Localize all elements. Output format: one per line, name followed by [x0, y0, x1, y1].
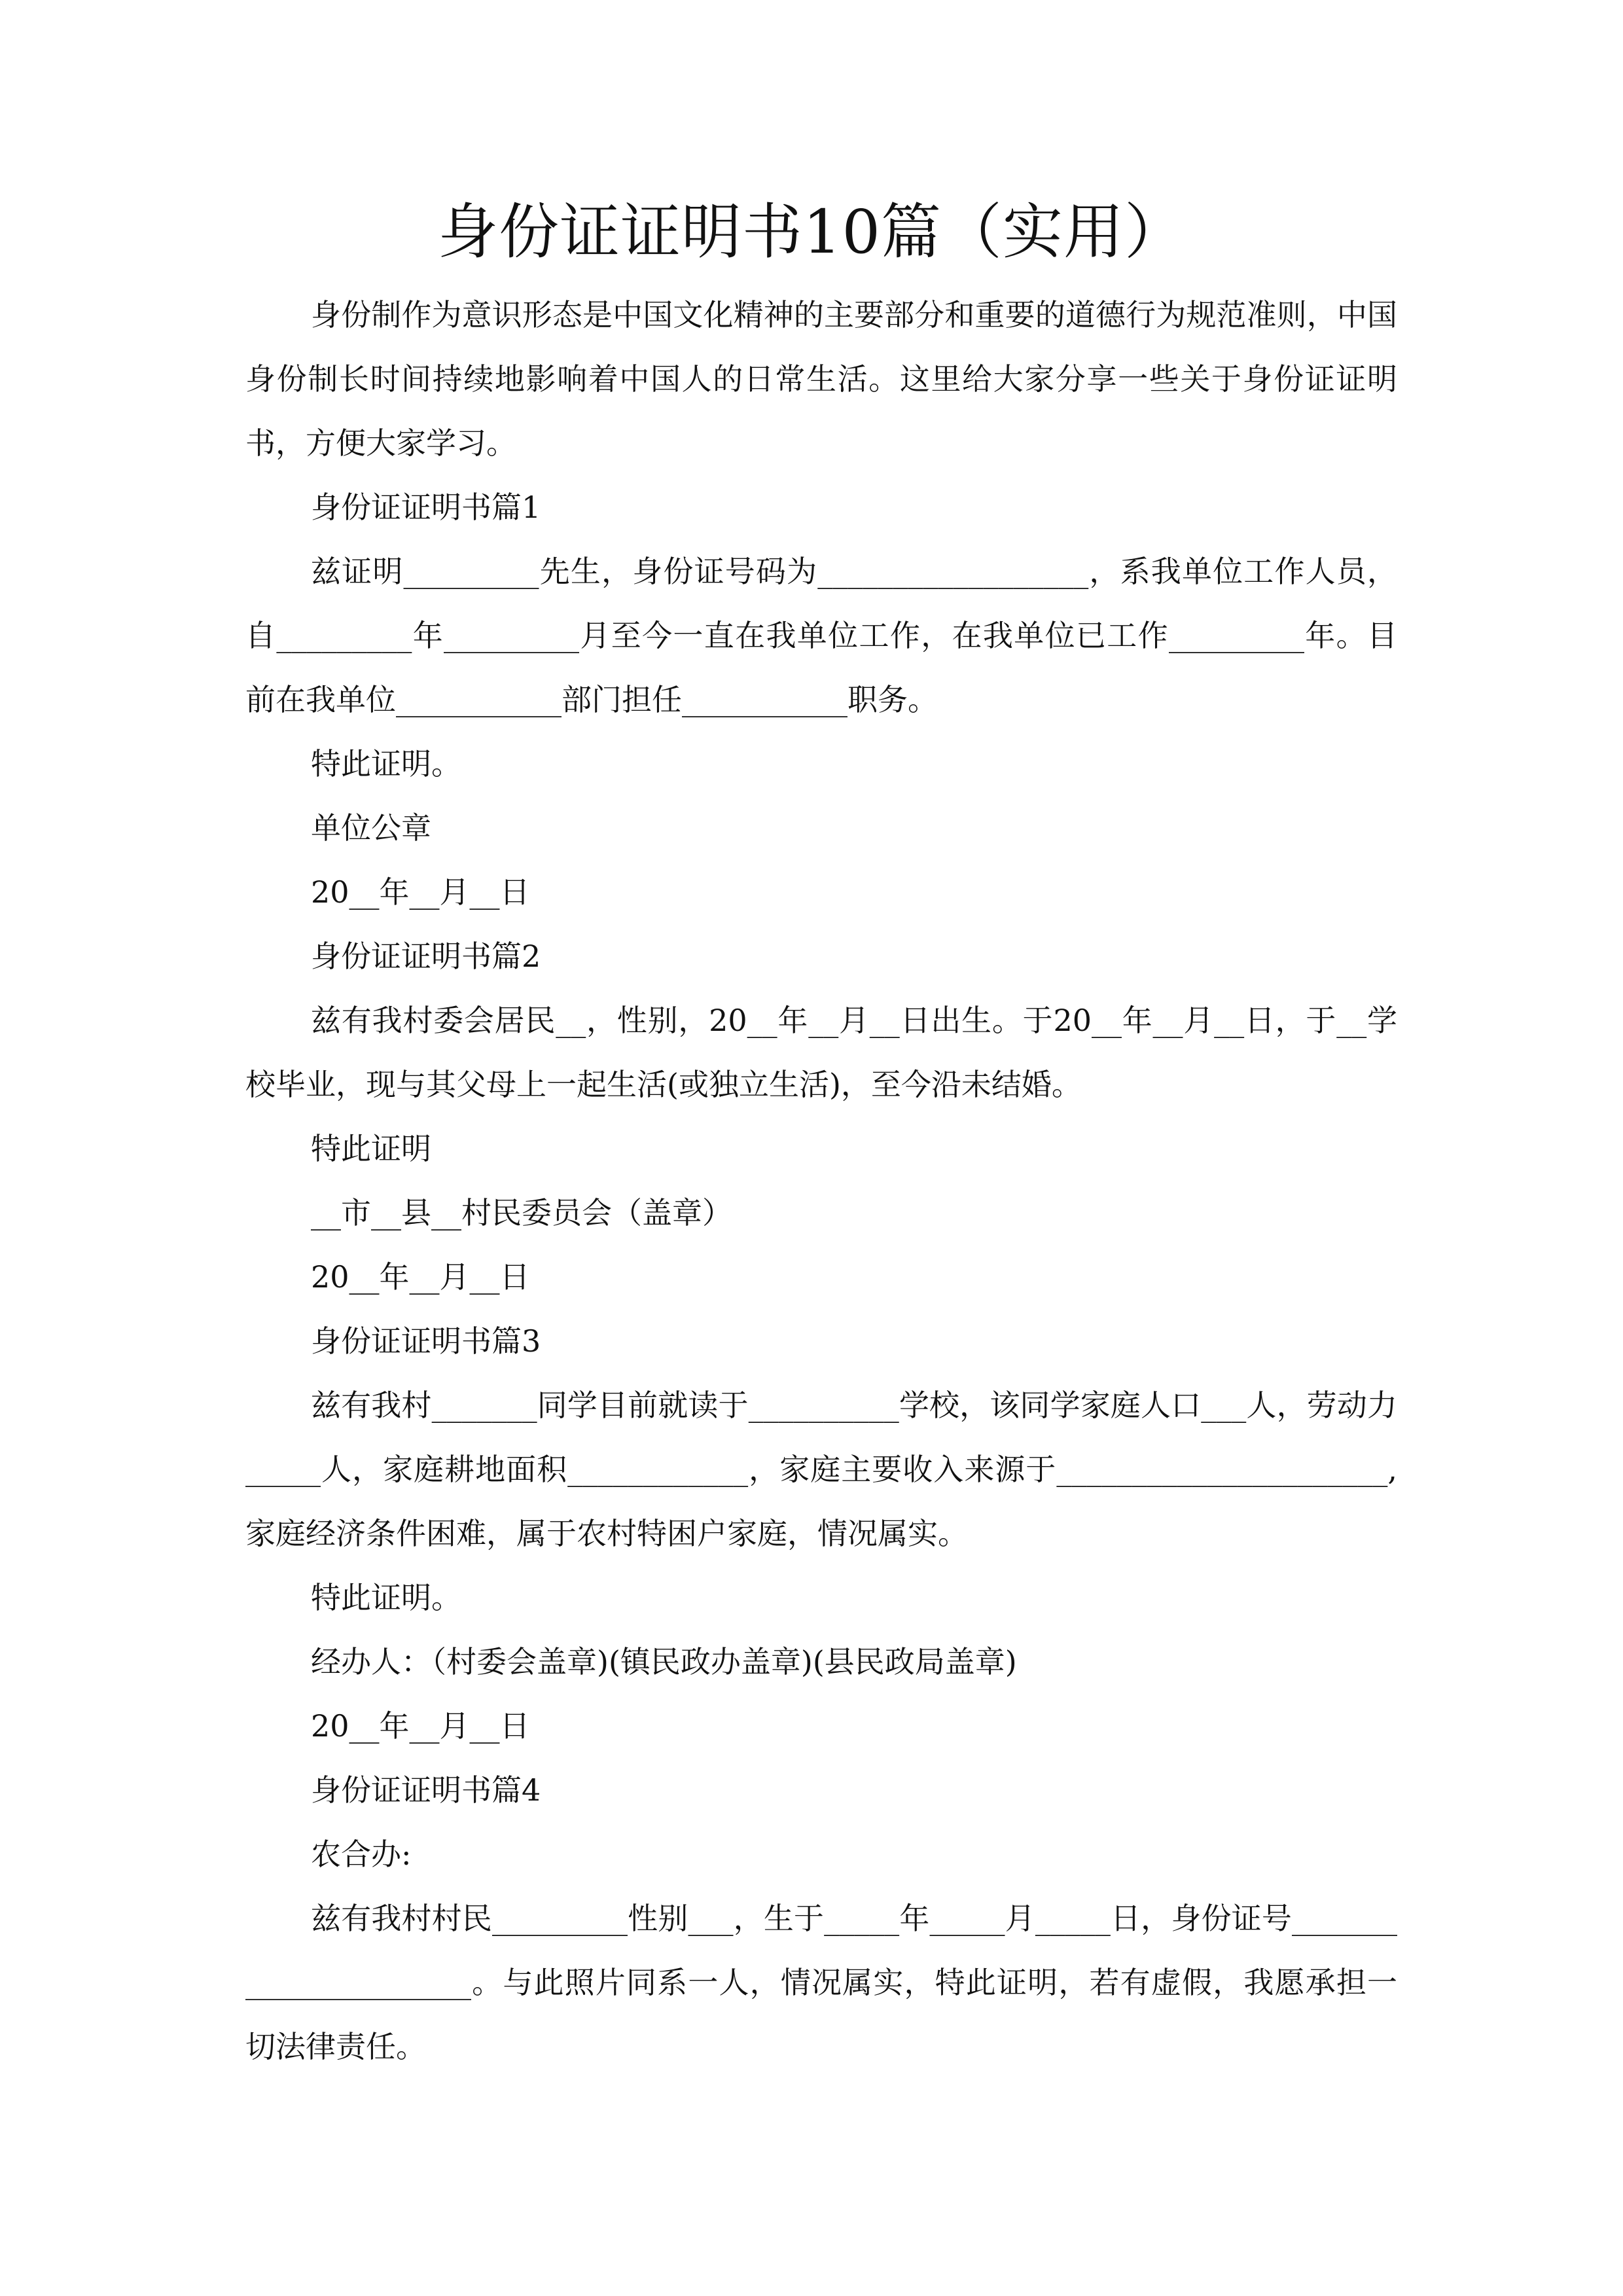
- section-1-body: 兹证明_________先生，身份证号码为__________________，系我单位工作人员，自_________年_________月至今一直在我单位工作，在我单位已工作_________年。目前在我单位___________部门担任___________职务。: [245, 554, 1398, 717]
- section-heading-2: 身份证证明书篇2: [311, 939, 541, 974]
- document-title: 身份证证明书10篇（实用）: [437, 197, 1186, 267]
- section-1-closing: 特此证明。: [311, 746, 461, 781]
- section-4-addressee: 农合办:: [311, 1837, 412, 1872]
- section-2-closing: 特此证明: [311, 1131, 431, 1166]
- section-3-date: 20__年__月__日: [311, 1708, 530, 1744]
- section-heading-4: 身份证证明书篇4: [311, 1772, 541, 1808]
- section-3-body: 兹有我村_______同学目前就读于__________学校，该同学家庭人口___人，劳动力_____人，家庭耕地面积____________，家庭主要收入来源于______________________,家庭经济条件困难，属于农村特困户家庭，情况属实。: [245, 1388, 1397, 1551]
- section-3-closing: 特此证明。: [311, 1580, 461, 1615]
- section-3-signatories: 经办人：（村委会盖章)(镇民政办盖章)(县民政局盖章): [311, 1644, 1017, 1679]
- section-1-date: 20__年__月__日: [311, 874, 530, 910]
- section-2-date: 20__年__月__日: [311, 1259, 530, 1295]
- document-body: [245, 283, 1397, 2079]
- section-2-body: 兹有我村委会居民__，性别，20__年__月__日出生。于20__年__月__日，于__学校毕业，现与其父母上一起生活(或独立生活)，至今沿未结婚。: [245, 1003, 1397, 1102]
- section-heading-3: 身份证证明书篇3: [311, 1323, 541, 1359]
- section-1-seal: 单位公章: [311, 810, 431, 846]
- intro-paragraph: 身份制作为意识形态是中国文化精神的主要部分和重要的道德行为规范准则，中国身份制长时间持续地影响着中国人的日常生活。这里给大家分享一些关于身份证证明书，方便大家学习。: [245, 297, 1397, 461]
- section-2-seal: __市__县__村民委员会（盖章）: [311, 1195, 732, 1230]
- section-4-body: 兹有我村村民_________性别___，生于_____年_____月_____日，身份证号______________________。与此照片同系一人，情况属实，特此证明，若有虚假，我愿承担一切法律责任。: [245, 1901, 1397, 2064]
- section-heading-1: 身份证证明书篇1: [311, 490, 541, 525]
